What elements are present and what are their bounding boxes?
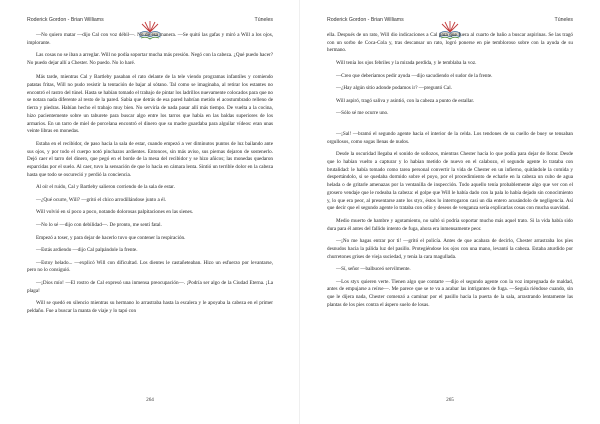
paragraph: —Estoy helado... —explicó Will con dificultad. Los dientes le castañeteaban. Hizo un esfuerzo por levantarse, pero no lo consiguió. bbox=[27, 259, 273, 274]
paragraph: Will tenía los ojos febriles y la mirada perdida, y le temblaba la voz. bbox=[336, 60, 477, 66]
paragraph: —Sólo sé me ocurre uno. bbox=[336, 110, 389, 117]
page-body bbox=[27, 32, 273, 372]
paragraph: Medio muerto de hambre y agotamiento, no saltó si podría soportar mucho más aquel trato. Si la vida había sido dura para él antes del fallido intento de fuga, ahora era inmensamente peor. bbox=[327, 217, 573, 232]
right-page bbox=[300, 0, 600, 424]
header-author: Roderick Gordon - Brian Williams bbox=[27, 17, 104, 23]
page-number: 265 bbox=[446, 397, 454, 403]
header-title: Túneles bbox=[254, 17, 273, 23]
paragraph: ella. Después de un rato, Will dio indicaciones a Cal para que fuera al cuarto de baño a buscar aspirinas. Se las tragó con un sorbo de Coca-Cola y, tras descansar un rato, logró ponerse en pie tembloroso sobre con la ayuda de su hermano. bbox=[327, 32, 573, 54]
page-number: 264 bbox=[146, 397, 154, 403]
paragraph: Más tarde, mientras Cal y Bartleby pasaban el rato delante de la tele viendo programas infantiles y comiendo patatas fritas, Will no pudo resistir la tentación de bajar al sótano. Tal como se imaginaba, al retirar los estantes no encontró el rastro del túnel. Hasta se habían tomado el trabajo de pintar los ladrillos nuevamente colocados para que no se notara nada diferente al resto de la pared. Sabía que detrás de esa pared habrían metido el acostumbrado relleno de tierra y piedras. Habían hecho el trabajo muy bien. No serviría de nada pasar allí más tiempo. De vuelta a la cocina, hizo pacientemente sobre un taburete para buscar algo entre los tarros que había en las baldas superiores de los armarios. En un tarro de miel de porcelana encontró el dinero que su madre guardaba para alguilar vídeos: eran unas veinte libras en monedas. bbox=[27, 74, 273, 135]
paragraph: Will aspiró, tragó saliva y asintió, con la cabeza a punto de estallar. bbox=[336, 97, 475, 104]
paragraph: Estaba en el recibidor, de paso hacia la sala de estar, cuando empezó a ver diminutos puntos de luz bailando ante sus ojos, y por todo el cuerpo notó pinchazos ardientes. Entonces, sin más aviso, sus piernas dejaron de sostenerlo. Dejó caer el tarro del dinero, que pegó en el borde de la mesa del recibidor y se hizo añicos; las monedas quedaron esparcidas por el suelo. Al caer, tuvo la sensación de que lo hacía en cámara lenta. Sintió un terrible dolor en la cabeza hasta que todo se oscureció y perdió la conciencia. bbox=[27, 140, 273, 178]
paragraph: —Estás ardiendo —dijo Cal palpándole la frente. bbox=[36, 247, 138, 254]
paragraph: —Los styx quieren verte. Tienen algo que contarte —dijo el segundo agente con la voz impregnada de maldad, antes de empujarse a reírse—. Me parece que se te va a acabar las intrigantes de fuga. —Seguía riéndose cuando, sin que le dijera nada, Chester comenzó a caminar por el pasillo hacia la puerta de la sala, arrastrando lentamente las plantas de los pies contra el áspero suelo de losas. bbox=[327, 278, 573, 308]
page-body bbox=[327, 32, 573, 372]
paragraph: Will volvió en sí poco a poco, notando dolorosas palpitaciones en las sienes. bbox=[36, 209, 194, 216]
running-header bbox=[27, 17, 273, 27]
paragraph: Will se quedó en silencio mientras su hermano lo arrastraba hasta la escalera y le apoyaba la cabeza en el primer peldaño. Fue a buscar la manta de viaje y lo tapó con bbox=[27, 300, 273, 314]
header-author: Roderick Gordon - Brian Williams bbox=[327, 17, 404, 23]
paragraph: Al oír el ruido, Cal y Bartleby salieron corriendo de la sala de estar. bbox=[36, 184, 175, 191]
paragraph: —¿Hay algún sitio adonde podamos ir? —preguntó Cal. bbox=[336, 85, 452, 92]
paragraph: —No lo sé —dijo con debilidad—. De pronto, me sentí fatal. bbox=[36, 221, 162, 228]
paragraph: Empezó a toser, y para dejar de hacerlo tuvo que contener la respiración. bbox=[36, 234, 186, 241]
paragraph: —No quiero matar —dijo Cal con voz débil—. No de esa manera. —Se quitó las gafas y miró a Will a los ojos, implorante. bbox=[27, 32, 273, 46]
paragraph: —¡Sal! —bramó el segundo agente hacia el interior de la celda. Los tendones de su cuello de buey se tensaban orgullosos, como sogas llenas de nudos. bbox=[327, 130, 573, 145]
paragraph: Desde la oscuridad llegaba el sonido de sollozos, mientras Chester hacía lo que podía para dejar de llorar. Desde que lo habían vuelto a capturar y lo habían metido de nuevo en el calabozo, el segundo agente lo trataba con brutalidad: le había tomado como tarea personal convertir la vida de Chester en un infierno, quitándole la comida y despertándolo, si se quedaba dormido sobre el poyo, por el procedimiento de echarle en la cabeza un cubo de agua helada o de gritarle amenazas por la ventanilla de inspección. Todo aquello tenía probablemente algo que ver con el grosero vendaje que le rodeaba la cabeza: el golpe que Will le había dado con la pala lo había dejado sin conocimiento y, lo que era peor, al presentarse ante los styx, éstos lo interrogaron casi un día entero acusándolo de negligencia. Así que decir que el segundo agente lo trataba con odio y deseos de venganza sería explicarlas cosas con mucha suavidad. bbox=[327, 151, 573, 212]
paragraph: —Sí, señor —balbuceó servilmente. bbox=[336, 266, 411, 273]
paragraph: Las cosas no se iban a arreglar. Will no podía soportar mucha más presión. Negó con la cabeza. ¿Qué puedo hacer? No puedo dejar allí a Chester. No puedo. No lo haré. bbox=[27, 52, 273, 66]
running-header bbox=[327, 17, 573, 27]
paragraph: —¡Dios mío! —El rostro de Cal expresó una inmensa preocupación—. ¡Podría ser algo de la Ciudad Eterna. ¡La plaga! bbox=[27, 279, 273, 294]
paragraph: —¡No me hagas entrar por ti! —gritó el policía. Antes de que acabara de decirlo, Chester arrastraba los pies desnudos hacia la pálida luz del pasillo. Protegiéndose los ojos con una mano, levantó la cabeza. Estaba aturdido por churretones grises de vieja suciedad, y tenía la cara magullada. bbox=[327, 238, 573, 260]
paragraph: —Creo que deberíamos pedir ayuda —dijo sacudiendo el sudor de la frente. bbox=[336, 72, 493, 79]
paragraph: —¿Qué ocurre, Will? —gritó el chico arrodillándose junto a él. bbox=[36, 196, 167, 203]
header-title: Túneles bbox=[554, 17, 573, 23]
